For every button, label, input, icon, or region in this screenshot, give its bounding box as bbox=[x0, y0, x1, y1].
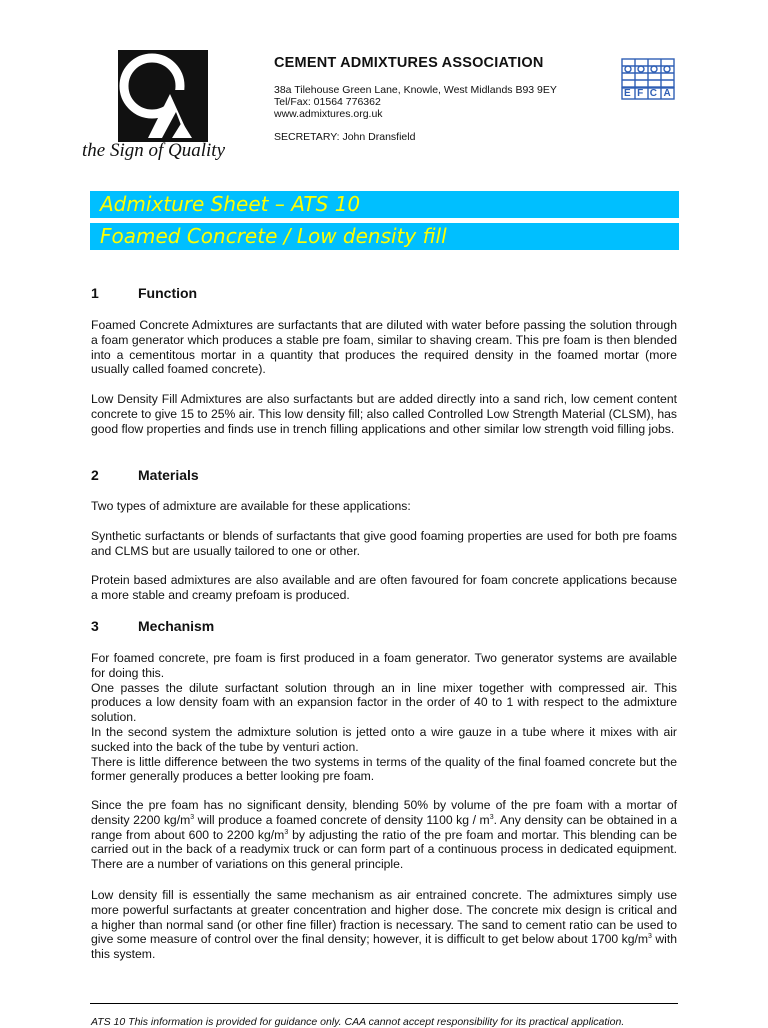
paragraph: Low Density Fill Admixtures are also surfactants but are added directly into a sand rich, low cement content concrete to give 15 to 25% air. This low density fill; also called Controlled Low Strength Material (CLSM), has good flow properties and finds use in trench filling applications and other similar low strength void filling jobs. bbox=[91, 392, 677, 436]
section-title: Function bbox=[138, 285, 198, 301]
paragraph: Synthetic surfactants or blends of surfactants that give good foaming properties are used for both pre foams and CLMS but are usually tailored to one or other. bbox=[91, 529, 677, 558]
efca-logo bbox=[620, 57, 676, 101]
section-number: 1 bbox=[91, 285, 99, 301]
paragraph: Foamed Concrete Admixtures are surfactants that are diluted with water before passing the solution through a foam generator which produces a stable pre foam, similar to shaving cream. This pre foam is then blended into a cementitous mortar in a quantity that produces the required density in the foamed mortar (more usually called foamed concrete). bbox=[91, 318, 677, 377]
section-title: Materials bbox=[138, 467, 199, 483]
paragraph-line: For foamed concrete, pre foam is first produced in a foam generator. Two generator systems are available for doing this. bbox=[91, 651, 677, 680]
caa-logo-icon bbox=[82, 46, 247, 146]
org-telfax: Tel/Fax: 01564 776362 bbox=[274, 96, 381, 108]
banner-title-1-text: Admixture Sheet – ATS 10 bbox=[100, 192, 361, 216]
footer-divider bbox=[90, 1003, 678, 1004]
paragraph: Protein based admixtures are also available and are often favoured for foam concrete applications because a more stable and creamy prefoam is produced. bbox=[91, 573, 677, 602]
tagline: the Sign of Quality bbox=[82, 140, 226, 161]
density-paragraph: Since the pre foam has no significant density, blending 50% by volume of the pre foam with a mortar of density 2200 $kg/m^3$ will produce a foamed concrete of density 1100 kg / $m^3$. Any density can be obtained in a range from about 600 to 2200 $kg/m^3$ by adjusting the ratio of the pre foam and mortar. This blending can be carried out in the back of a readymix truck or can form part of a continuous process in dedicated equipment. There are a number of variations on this general principle. bbox=[91, 798, 677, 872]
org-secretary: SECRETARY: John Dransfield bbox=[274, 131, 416, 143]
paragraph-line: One passes the dilute surfactant solution through an in line mixer together with compressed air. This produces a low density foam with an expansion factor in the order of 40 to 1 with respect to the admixture solution. bbox=[91, 680, 677, 725]
paragraph-line: There is little difference between the two systems in terms of the quality of the final foamed concrete but the former generally produces a better looking pre foam. bbox=[91, 754, 677, 784]
efca-text: EFCA bbox=[624, 88, 678, 99]
org-address: 38a Tilehouse Green Lane, Knowle, West Midlands B93 9EY bbox=[274, 84, 557, 96]
banner-title-1 bbox=[90, 191, 679, 218]
low-density-paragraph: Low density fill is essentially the same mechanism as air entrained concrete. The admixtures simply use more powerful surfactants at greater concentration and higher dose. The concrete mix design is critical and a higher than normal sand (or other fine filler) fraction is necessary. The sand to cement ratio can be used to give some measure of control over the final density; however, it is difficult to get below about 1700 $kg/m^3$ with this system. bbox=[91, 888, 678, 962]
paragraph: Two types of admixture are available for these applications: bbox=[91, 499, 411, 513]
banner-title-2 bbox=[90, 223, 679, 250]
footer-disclaimer: ATS 10 This information is provided for guidance only. CAA cannot accept responsibility for its practical application. bbox=[91, 1016, 625, 1028]
section-number: 3 bbox=[91, 618, 99, 634]
section-number: 2 bbox=[91, 467, 99, 483]
banner-title-2-text: Foamed Concrete / Low density fill bbox=[100, 224, 447, 248]
caa-logo bbox=[82, 46, 247, 166]
paragraph-line: In the second system the admixture solution is jetted onto a wire gauze in a tube where it mixes with air sucked into the back of the tube by venturi action. bbox=[91, 724, 677, 754]
org-website: www.admixtures.org.uk bbox=[274, 108, 383, 120]
section-title: Mechanism bbox=[138, 618, 215, 634]
mechanism-block bbox=[91, 651, 677, 784]
org-name: CEMENT ADMIXTURES ASSOCIATION bbox=[274, 55, 544, 71]
